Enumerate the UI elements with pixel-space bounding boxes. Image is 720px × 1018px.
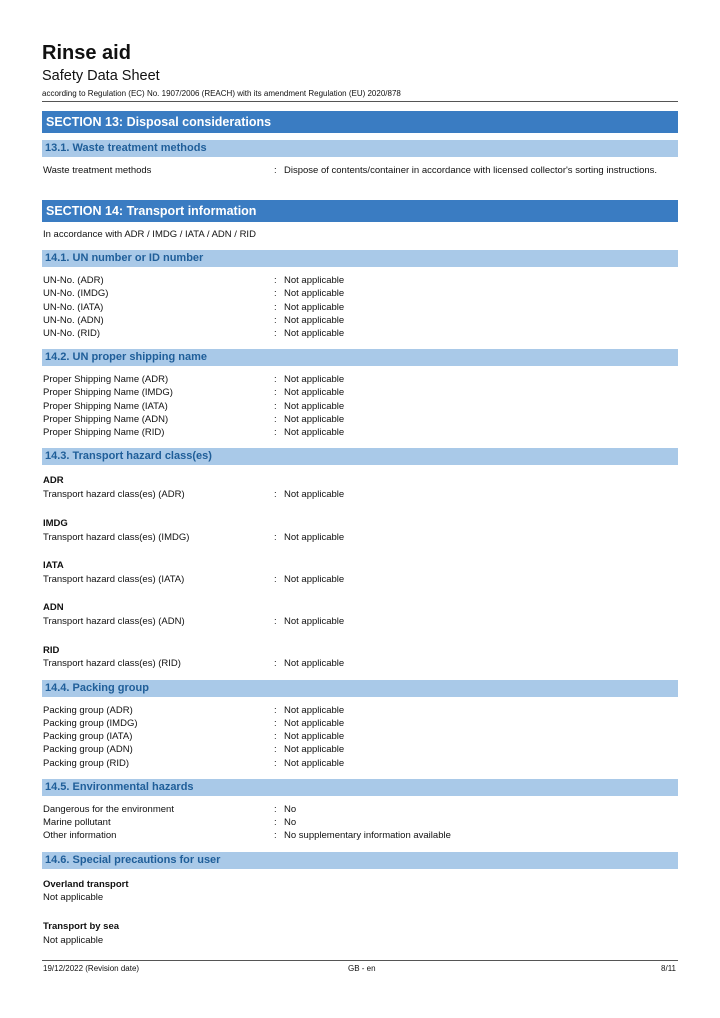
- field-label: UN-No. (ADR): [43, 275, 104, 286]
- field-label: Transport hazard class(es) (IATA): [43, 574, 185, 585]
- field-label: Proper Shipping Name (ADR): [43, 374, 169, 385]
- field-label: Packing group (RID): [43, 758, 130, 769]
- field-separator: :: [274, 401, 277, 412]
- field-value: Not applicable: [284, 315, 345, 326]
- field-separator: :: [274, 302, 277, 313]
- field-value: Not applicable: [284, 427, 345, 438]
- field-value: Not applicable: [284, 744, 345, 755]
- footer-divider: [42, 960, 678, 961]
- field-value: Not applicable: [284, 705, 345, 716]
- field-separator: :: [274, 427, 277, 438]
- field-label: Other information: [43, 830, 117, 841]
- field-value: Not applicable: [284, 718, 345, 729]
- field-separator: :: [274, 387, 277, 398]
- field-label: Transport hazard class(es) (ADN): [43, 616, 185, 627]
- field-label: Transport hazard class(es) (RID): [43, 658, 181, 669]
- field-separator: :: [274, 758, 277, 769]
- field-value: Not applicable: [284, 658, 345, 669]
- section-13-header: SECTION 13: Disposal considerations: [42, 111, 678, 133]
- field-label: Transport hazard class(es) (ADR): [43, 489, 185, 500]
- sds-page: [42, 0, 678, 1018]
- field-label: Waste treatment methods: [43, 165, 152, 176]
- field-separator: :: [274, 744, 277, 755]
- mode-heading: IMDG: [43, 518, 68, 529]
- page-number: 8/11: [661, 964, 676, 973]
- field-label: Proper Shipping Name (ADN): [43, 414, 169, 425]
- section-14-intro: In accordance with ADR / IMDG / IATA / ADN / RID: [43, 229, 256, 240]
- field-value: Not applicable: [284, 574, 345, 585]
- mode-heading: RID: [43, 645, 60, 656]
- field-label: UN-No. (RID): [43, 328, 100, 339]
- field-separator: :: [274, 658, 277, 669]
- field-label: Proper Shipping Name (IMDG): [43, 387, 173, 398]
- field-separator: :: [274, 830, 277, 841]
- field-separator: :: [274, 489, 277, 500]
- field-label: Marine pollutant: [43, 817, 111, 828]
- field-label: Dangerous for the environment: [43, 804, 174, 815]
- transport-heading: Overland transport: [43, 879, 129, 890]
- language-code: GB - en: [348, 964, 376, 973]
- field-separator: :: [274, 315, 277, 326]
- field-value: Not applicable: [284, 532, 345, 543]
- field-separator: :: [274, 532, 277, 543]
- field-separator: :: [274, 288, 277, 299]
- field-label: Proper Shipping Name (IATA): [43, 401, 168, 412]
- field-label: Packing group (ADN): [43, 744, 133, 755]
- field-label: Transport hazard class(es) (IMDG): [43, 532, 190, 543]
- field-separator: :: [274, 414, 277, 425]
- field-label: Packing group (ADR): [43, 705, 133, 716]
- field-value: Not applicable: [284, 275, 345, 286]
- field-separator: :: [274, 804, 277, 815]
- subsection-14-5-header: 14.5. Environmental hazards: [42, 779, 678, 796]
- field-value: Not applicable: [284, 374, 345, 385]
- field-separator: :: [274, 718, 277, 729]
- subsection-14-1-header: 14.1. UN number or ID number: [42, 250, 678, 267]
- transport-heading: Transport by sea: [43, 921, 120, 932]
- mode-heading: ADR: [43, 475, 64, 486]
- field-value: No: [284, 817, 297, 828]
- revision-date: 19/12/2022 (Revision date): [43, 964, 140, 973]
- field-label: Packing group (IMDG): [43, 718, 138, 729]
- field-separator: :: [274, 705, 277, 716]
- field-value: Not applicable: [284, 616, 345, 627]
- field-separator: :: [274, 817, 277, 828]
- subsection-14-3-header: 14.3. Transport hazard class(es): [42, 448, 678, 465]
- field-value: Not applicable: [284, 288, 345, 299]
- field-label: Packing group (IATA): [43, 731, 133, 742]
- field-separator: :: [274, 574, 277, 585]
- section-14-header: SECTION 14: Transport information: [42, 200, 678, 222]
- field-value: Not applicable: [284, 414, 345, 425]
- field-value: Not applicable: [284, 401, 345, 412]
- mode-heading: IATA: [43, 560, 64, 571]
- field-value: Not applicable: [284, 731, 345, 742]
- subsection-14-2-header: 14.2. UN proper shipping name: [42, 349, 678, 366]
- field-separator: :: [274, 165, 277, 176]
- field-separator: :: [274, 374, 277, 385]
- mode-heading: ADN: [43, 602, 64, 613]
- regulation-note: according to Regulation (EC) No. 1907/2006 (REACH) with its amendment Regulation (EU) 2020/878: [42, 89, 401, 98]
- field-label: UN-No. (IMDG): [43, 288, 109, 299]
- field-value: Dispose of contents/container in accordance with licensed collector's sorting instructions.: [284, 165, 658, 176]
- subsection-14-4-header: 14.4. Packing group: [42, 680, 678, 697]
- field-value: Not applicable: [284, 758, 345, 769]
- field-value: No supplementary information available: [284, 830, 451, 841]
- field-separator: :: [274, 275, 277, 286]
- field-separator: :: [274, 328, 277, 339]
- transport-text: Not applicable: [43, 935, 104, 946]
- field-value: Not applicable: [284, 387, 345, 398]
- field-separator: :: [274, 616, 277, 627]
- document-title: Rinse aid: [42, 42, 131, 64]
- header-divider: [42, 101, 678, 102]
- subsection-14-6-header: 14.6. Special precautions for user: [42, 852, 678, 869]
- subsection-13-1-header: 13.1. Waste treatment methods: [42, 140, 678, 157]
- field-label: UN-No. (IATA): [43, 302, 104, 313]
- field-label: UN-No. (ADN): [43, 315, 104, 326]
- document-subtitle: Safety Data Sheet: [42, 68, 160, 84]
- field-value: Not applicable: [284, 489, 345, 500]
- field-separator: :: [274, 731, 277, 742]
- field-value: No: [284, 804, 297, 815]
- transport-text: Not applicable: [43, 892, 104, 903]
- field-value: Not applicable: [284, 328, 345, 339]
- field-value: Not applicable: [284, 302, 345, 313]
- field-label: Proper Shipping Name (RID): [43, 427, 165, 438]
